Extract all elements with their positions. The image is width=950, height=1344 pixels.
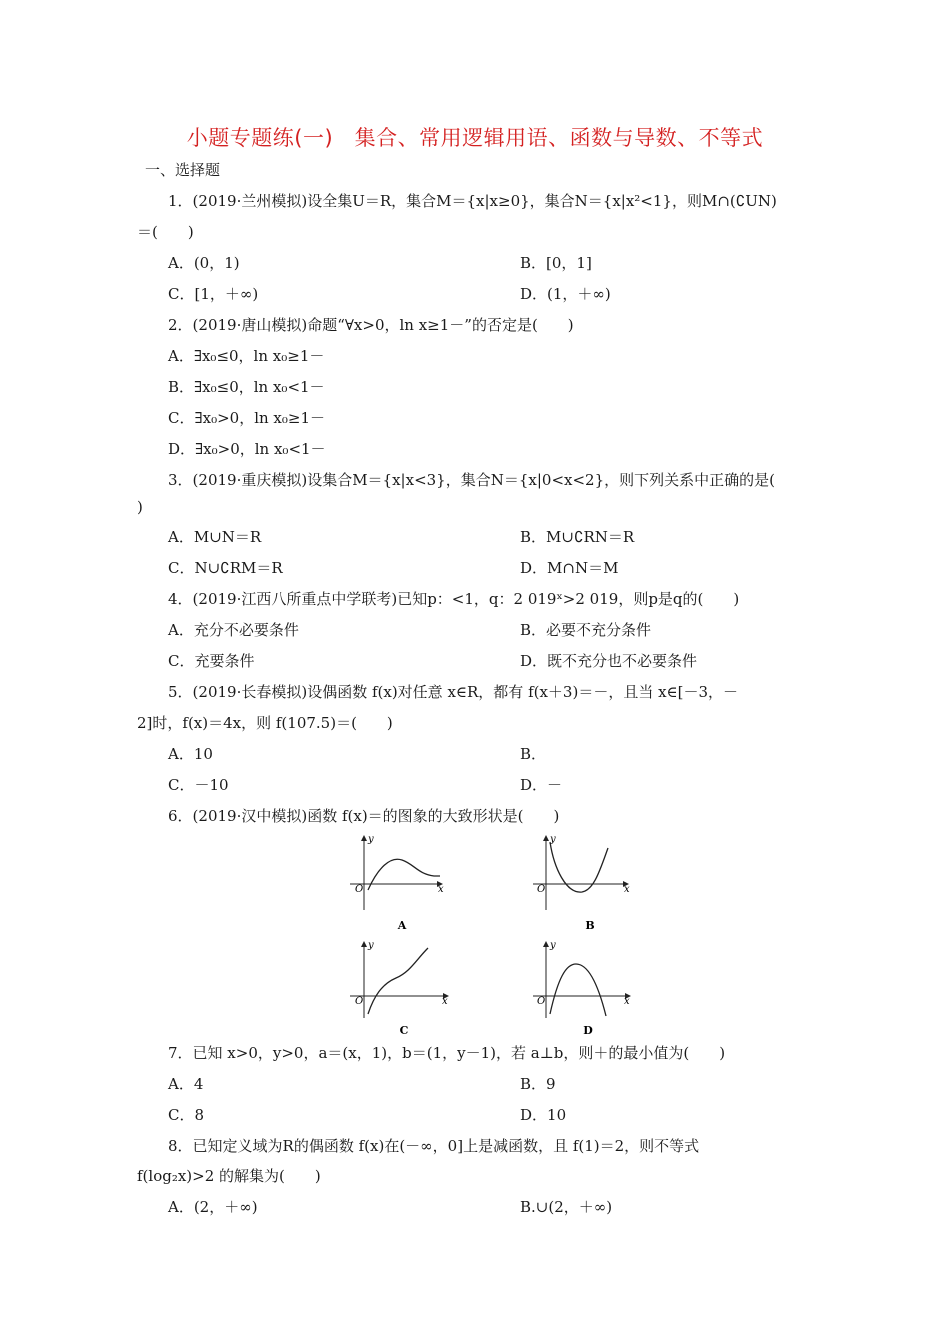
question-4-option-b: B．必要不充分条件 <box>520 621 652 639</box>
question-5-option-a: A．10 <box>168 745 213 763</box>
graph-d-caption: D <box>583 1024 593 1037</box>
question-3-option-c: C．N∪∁RM＝R <box>168 559 283 577</box>
graph-d-y-label: y <box>550 940 556 951</box>
question-1-stem-cont: ＝( ) <box>137 223 194 241</box>
graph-c <box>350 940 448 1037</box>
question-7-option-d: D．10 <box>520 1106 567 1124</box>
question-2-option-c: C．∃x₀>0，ln x₀≥1－ <box>168 409 326 427</box>
question-7-option-a: A．4 <box>168 1075 204 1093</box>
question-4-option-d: D．既不充分也不必要条件 <box>520 652 698 670</box>
question-3-option-b: B．M∪∁RN＝R <box>520 528 635 546</box>
graph-a-origin-label: O <box>355 884 364 895</box>
question-8-stem-cont: f(log₂x)>2 的解集为( ) <box>137 1167 321 1185</box>
section-heading: 一、选择题 <box>145 161 221 179</box>
graph-b-y-label: y <box>550 834 556 845</box>
question-4-stem: 4．(2019·江西八所重点中学联考)已知p：<1，q：2 019ˣ>2 019，则p是q的( ) <box>168 590 740 608</box>
question-6-graphs <box>330 828 650 1046</box>
graph-a-caption: A <box>397 919 407 932</box>
question-5-stem-cont: 2]时，f(x)＝4x，则 f(107.5)＝( ) <box>137 714 393 732</box>
question-2-option-b: B．∃x₀≤0，ln x₀<1－ <box>168 378 325 396</box>
graph-c-x-label: x <box>442 996 448 1007</box>
question-1-option-b: B．[0，1] <box>520 254 592 272</box>
question-5-option-c: C．－10 <box>168 776 229 794</box>
page-title: 小题专题练(一) 集合、常用逻辑用语、函数与导数、不等式 <box>186 126 764 150</box>
graph-d-origin-label: O <box>537 996 546 1007</box>
graph-b-origin-label: O <box>537 884 546 895</box>
question-5-option-b: B． <box>520 745 547 763</box>
graph-a <box>350 834 444 932</box>
question-4-option-c: C．充要条件 <box>168 652 255 670</box>
graph-a-y-label: y <box>368 834 374 845</box>
graph-c-caption: C <box>399 1024 409 1037</box>
question-8-option-a: A．(2，＋∞) <box>168 1198 258 1216</box>
question-5-stem: 5．(2019·长春模拟)设偶函数 f(x)对任意 x∈R，都有 f(x＋3)＝－，且当 x∈[－3，－ <box>168 683 739 701</box>
question-3-stem-cont: ) <box>137 498 143 516</box>
question-8-option-b: B.∪(2，＋∞) <box>520 1198 613 1216</box>
question-1-option-a: A．(0，1) <box>168 254 240 272</box>
question-6-stem: 6．(2019·汉中模拟)函数 f(x)＝的图象的大致形状是( ) <box>168 807 560 825</box>
question-2-option-d: D．∃x₀>0，ln x₀<1－ <box>168 440 326 458</box>
graph-c-y-label: y <box>368 940 374 951</box>
question-7-option-b: B．9 <box>520 1075 556 1093</box>
graph-d <box>533 940 630 1037</box>
graph-d-x-label: x <box>624 996 630 1007</box>
question-1-option-d: D．(1，＋∞) <box>520 285 611 303</box>
question-8-stem: 8．已知定义域为R的偶函数 f(x)在(－∞，0]上是减函数，且 f(1)＝2，则不等式 <box>168 1137 700 1155</box>
question-4-option-a: A．充分不必要条件 <box>168 621 299 639</box>
graph-b-x-label: x <box>624 884 630 895</box>
question-2-option-a: A．∃x₀≤0，ln x₀≥1－ <box>168 347 325 365</box>
graph-a-x-label: x <box>438 884 444 895</box>
question-5-option-d: D．－ <box>520 776 563 794</box>
question-2-stem: 2．(2019·唐山模拟)命题“∀x>0，ln x≥1－”的否定是( ) <box>168 316 574 334</box>
question-7-stem: 7．已知 x>0，y>0，a＝(x，1)，b＝(1，y－1)，若 a⊥b，则＋的最小值为( ) <box>168 1044 726 1062</box>
graph-b-caption: B <box>585 919 595 932</box>
graph-b <box>533 834 630 932</box>
question-3-option-a: A．M∪N＝R <box>168 528 262 546</box>
question-7-option-c: C．8 <box>168 1106 205 1124</box>
graph-c-origin-label: O <box>355 996 364 1007</box>
question-1-option-c: C．[1，＋∞) <box>168 285 259 303</box>
question-3-option-d: D．M∩N＝M <box>520 559 619 577</box>
question-3-stem: 3．(2019·重庆模拟)设集合M＝{x|x<3}，集合N＝{x|0<x<2}，则下列关系中正确的是( <box>168 471 775 489</box>
question-1-stem: 1．(2019·兰州模拟)设全集U＝R，集合M＝{x|x≥0}，集合N＝{x|x²<1}，则M∩(∁UN) <box>168 192 777 210</box>
